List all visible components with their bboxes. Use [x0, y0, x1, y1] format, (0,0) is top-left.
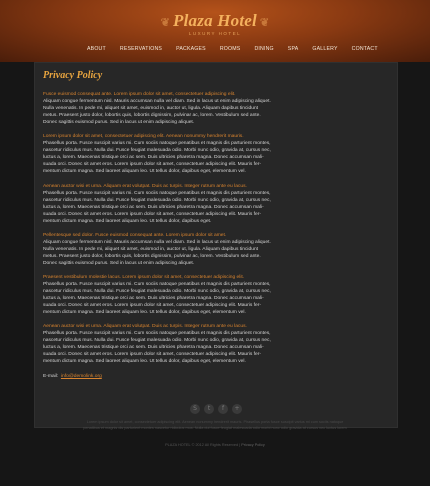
nav-item-packages[interactable]: PACKAGES [176, 46, 206, 52]
skype-icon[interactable]: S [190, 404, 200, 414]
paragraph-line: suada orci. Donec sit amet eros. Lorem ipsum dolor sit amet, consectetuer adipiscing elit. Mauris fer- [43, 162, 261, 168]
paragraph-line: metus. Praesent justo dolor, lobortis quis, lobortis dignissim, pulvinar ac, lorem. Vestibulum sed ante. [43, 253, 261, 259]
header [0, 0, 430, 62]
paragraph-line: Nulla venenatis. In pede mi, aliquet sit amet, euismod in, auctor ut, ligula. Aliquam dapibus tincidunt [43, 246, 259, 252]
paragraph-line: Phasellus porta. Fusce suscipit varius mi. Cum sociis natoque penatibus et magnis dis parturient montes, [43, 141, 271, 147]
logo[interactable] [0, 11, 430, 31]
paragraph-line: Aliquam congue fermentum nisl. Mauris accumsan nulla vel diam. Sed in lacus ut enim adipiscing aliquet. [43, 239, 271, 245]
footer-text [60, 420, 370, 431]
paragraph-line: luctus a, lorem. Maecenas tristique orci ac sem. Duis ultricies pharetra magna. Donec accumsan mali- [43, 204, 264, 210]
paragraph-line: luctus a, lorem. Maecenas tristique orci ac sem. Duis ultricies pharetra magna. Donec accumsan mali- [43, 155, 264, 161]
contact-email [43, 373, 388, 380]
footer-text-line: Lorem ipsum dolor sit amet, consectetuer adipiscing elit. Aenean nonummy hendrerit mauris. Phasellus porta fusce suscipit varius mi cum sociis natoque [86, 420, 344, 424]
paragraph-line: Phasellus porta. Fusce suscipit varius mi. Cum sociis natoque penatibus et magnis dis parturient montes, [43, 282, 271, 288]
main-nav [80, 46, 385, 52]
paragraph-line: mentum dictum magna. Sed laoreet aliquam leo. Ut tellus dolor, dapibus eget. [43, 218, 212, 224]
facebook-icon[interactable]: f [218, 404, 228, 414]
nav-item-dining[interactable]: DINING [254, 46, 274, 52]
paragraph-lead: Fusce euismod consequat ante. Lorem ipsum dolor sit amet, consectetuer adipiscing elit. [43, 92, 236, 97]
paragraph-line: nascetur ridiculus mus. Nulla dui. Fusce feugiat malesuada odio. Morbi nunc odio, gravida at, cursus nec, [43, 148, 271, 154]
paragraph-line: metus. Praesent justo dolor, lobortis quis, lobortis dignissim, pulvinar ac, lorem. Vestibulum sed ante. [43, 113, 261, 118]
paragraph-line: mentum dictum magna. Sed laoreet aliquam leo. Ut tellus dolor, dapibus eget, elementum vel. [43, 310, 246, 316]
paragraph-line: Phasellus porta. Fusce suscipit varius mi. Cum sociis natoque penatibus et magnis dis parturient montes, [43, 190, 271, 196]
paragraph-lead: Aenean auctor wisi et urna. Aliquam erat volutpat. Duis ac turpis. Integer rutrum ante eu lacus. [43, 324, 247, 330]
paragraph-line: nascetur ridiculus mus. Nulla dui. Fusce feugiat malesuada odio. Morbi nunc odio, gravida at, cursus nec, [43, 289, 271, 295]
twitter-icon[interactable]: t [204, 404, 214, 414]
paragraph-line: suada orci. Donec sit amet eros. Lorem ipsum dolor sit amet, consectetuer adipiscing elit. Mauris fer- [43, 303, 261, 309]
nav-item-gallery[interactable]: GALLERY [312, 46, 338, 52]
paragraph-line: Donec sagittis euismod purus. Sed in lacus ut enim adipiscing aliquet. [43, 120, 195, 125]
email-link[interactable]: info@demolink.org [60, 373, 102, 379]
logo-left-ornament-icon: ❦ [160, 17, 174, 29]
paragraph-line: Donec sagittis euismod purus. Sed in lacus ut enim adipiscing aliquet. [43, 260, 195, 266]
paragraph-lead: Lorem ipsum dolor sit amet, consectetuer adipiscing elit. Aenean nonummy hendrerit mauris. [43, 134, 244, 140]
nav-item-about[interactable]: ABOUT [87, 46, 106, 52]
page-title: Privacy Policy [43, 70, 103, 81]
nav-item-contact[interactable]: CONTACT [351, 46, 378, 52]
nav-item-spa[interactable]: SPA [287, 46, 299, 52]
paragraph-lead: Pellentesque sed dolor. Fusce euismod consequat ante. Lorem ipsum dolor sit amet. [43, 232, 227, 238]
logo-text: Plaza Hotel [173, 11, 257, 30]
nav-item-reservations[interactable]: RESERVATIONS [119, 46, 163, 52]
paragraph-lead: Aenean auctor wisi et urna. Aliquam erat volutpat. Duis ac turpis. Integer rutrum ante eu lacus. [43, 183, 247, 189]
logo-right-ornament-icon: ❦ [256, 17, 270, 29]
paragraph-line: Phasellus porta. Fusce suscipit varius mi. Cum sociis natoque penatibus et magnis dis parturient montes, [43, 331, 271, 337]
paragraph-lead: Praesent vestibulum molestie lacus. Lorem ipsum dolor sit amet, consectetuer adipiscing elit. [43, 275, 245, 281]
paragraph [43, 183, 388, 225]
nav-item-rooms[interactable]: ROOMS [219, 46, 241, 52]
tagline: LUXURY HOTEL [188, 31, 242, 36]
footer-separator: | [239, 443, 241, 447]
paragraph-line: Aliquam congue fermentum nisl. Mauris accumsan nulla vel diam. Sed in lacus ut enim adipiscing aliquet. [43, 99, 271, 104]
paragraph-line: suada orci. Donec sit amet eros. Lorem ipsum dolor sit amet, consectetuer adipiscing elit. Mauris fer- [43, 352, 261, 358]
paragraph-line: luctus a, lorem. Maecenas tristique orci ac sem. Duis ultricies pharetra magna. Donec accumsan mali- [43, 345, 264, 351]
social-icons [190, 404, 242, 414]
paragraph [43, 232, 388, 267]
paragraph [43, 133, 388, 175]
paragraph-line: suada orci. Donec sit amet eros. Lorem ipsum dolor sit amet, consectetuer adipiscing elit. Mauris fer- [43, 211, 261, 217]
paragraph [43, 323, 388, 365]
email-label: E-mail: [43, 373, 59, 379]
google-plus-icon[interactable]: + [232, 404, 242, 414]
policy-content [43, 91, 388, 380]
paragraph-line: Nulla venenatis. In pede mi, aliquet sit amet, euismod in, auctor ut, ligula. Aliquam dapibus tincidunt [43, 106, 259, 111]
paragraph-line: mentum dictum magna. Sed laoreet aliquam leo. Ut tellus dolor, dapibus eget, elementum vel. [43, 169, 246, 175]
paragraph-line: nascetur ridiculus mus. Nulla dui. Fusce feugiat malesuada odio. Morbi nunc odio, gravida at, cursus nec, [43, 338, 271, 344]
paragraph [43, 91, 388, 126]
paragraph-line: luctus a, lorem. Maecenas tristique orci ac sem. Duis ultricies pharetra magna. Donec accumsan mali- [43, 296, 264, 302]
paragraph-line: nascetur ridiculus mus. Nulla dui. Fusce feugiat malesuada odio. Morbi nunc odio, gravida at, cursus nec, [43, 197, 271, 203]
privacy-policy-link[interactable]: Privacy Policy [241, 443, 265, 447]
copyright-text: PLAZA HOTEL © 2012 All Rights Reserved [165, 443, 239, 447]
paragraph-line: mentum dictum magna. Sed laoreet aliquam leo. Ut tellus dolor, dapibus eget, elementum vel. [43, 359, 246, 365]
paragraph [43, 274, 388, 316]
footer-copyright [0, 443, 430, 447]
footer-text-line: penatibus et magnis dis parturient montes nascetur ridiculus mus. Nulla dui fusce feugiat malesuada odio morbi nunc odio gravida at cursus nec luctus lorem [83, 425, 347, 430]
